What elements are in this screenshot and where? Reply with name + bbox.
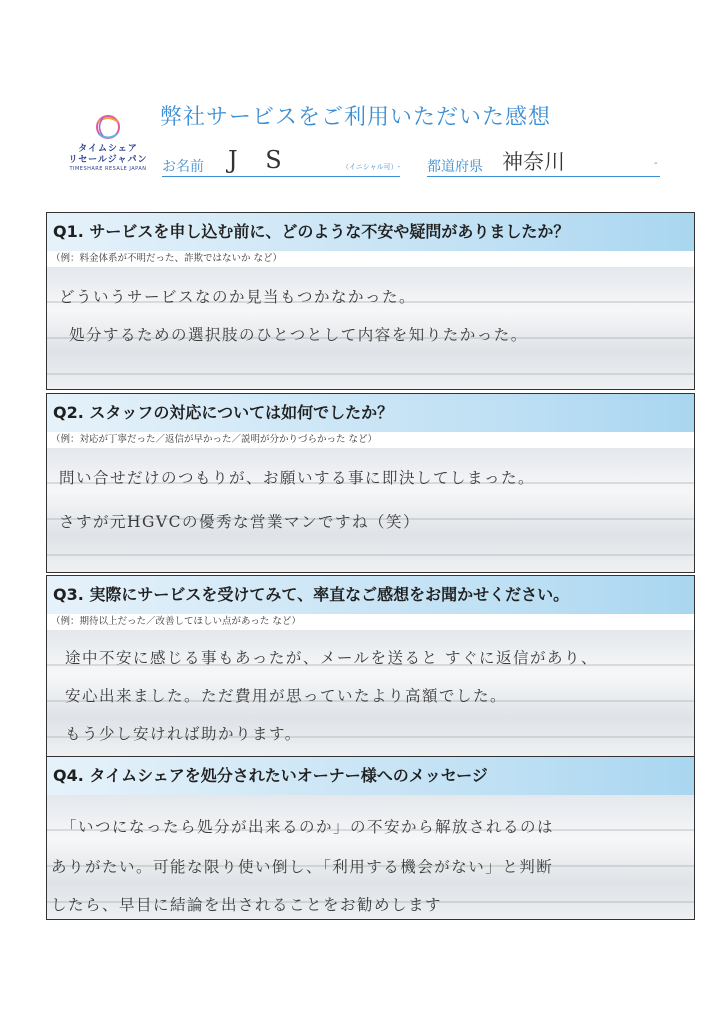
answer-line: したら、早目に結論を出されることをお勧めします [51,896,443,914]
prefecture-dash: - [654,158,658,169]
question-heading: Q3. 実際にサービスを受けてみて、率直なご感想をお聞かせください。 [47,576,694,614]
logo-text-line3: TIMESHARE RESALE JAPAN [69,166,147,172]
question-example: （例：料金体系が不明だった、詐欺ではないか など） [51,253,283,264]
answer-line: さすが元HGVCの優秀な営業マンですね（笑） [59,513,420,531]
name-field[interactable]: J S [228,146,292,174]
answer-line: 処分するための選択肢のひとつとして内容を知りたかった。 [69,326,528,344]
page-title: 弊社サービスをご利用いただいた感想 [160,105,552,130]
question-box-q3 [46,575,695,757]
logo-text-line1: タイムシェア [78,144,138,154]
question-heading: Q1. サービスを申し込む前に、どのような不安や疑問がありましたか？ [47,213,694,251]
question-box-q4 [46,756,695,920]
answer-line: どういうサービスなのか見当もつかなかった。 [59,288,417,306]
answer-area[interactable] [47,448,694,572]
name-note: （イニシャル可）- [342,163,401,171]
prefecture-label: 都道府県 [427,159,483,175]
answer-area[interactable] [47,795,694,920]
answer-line: 途中不安に感じる事もあったが、メールを送ると すぐに返信があり、 [65,649,598,667]
answer-line: 安心出来ました。ただ費用が思っていたより高額でした。 [65,687,508,705]
answer-line: 問い合せだけのつもりが、お願いする事に即決してしまった。 [59,469,536,487]
prefecture-field[interactable]: 神奈川 [502,150,565,174]
answer-area[interactable] [47,630,694,756]
name-underline [162,176,400,177]
company-logo [62,112,154,173]
prefecture-underline [427,176,660,177]
answer-line: もう少し安ければ助かります。 [65,725,302,743]
question-heading: Q4. タイムシェアを処分されたいオーナー様へのメッセージ [47,757,694,795]
question-box-q2 [46,393,695,573]
question-heading: Q2. スタッフの対応については如何でしたか？ [47,394,694,432]
answer-line: ありがたい。可能な限り使い倒し、「利用する機会がない」と判断 [51,858,554,876]
question-box-q1 [46,212,695,390]
logo-mark-icon [91,112,125,142]
question-example: （例：対応が丁寧だった／返信が早かった／説明が分かりづらかった など） [51,434,378,445]
name-label: お名前 [162,159,204,175]
logo-text-line2: リセールジャパン [68,155,148,165]
answer-line: 「いつになったら処分が出来るのか」の不安から解放されるのは [61,818,555,836]
answer-area[interactable] [47,267,694,389]
question-example: （例：期待以上だった／改善してほしい点があった など） [51,616,301,627]
